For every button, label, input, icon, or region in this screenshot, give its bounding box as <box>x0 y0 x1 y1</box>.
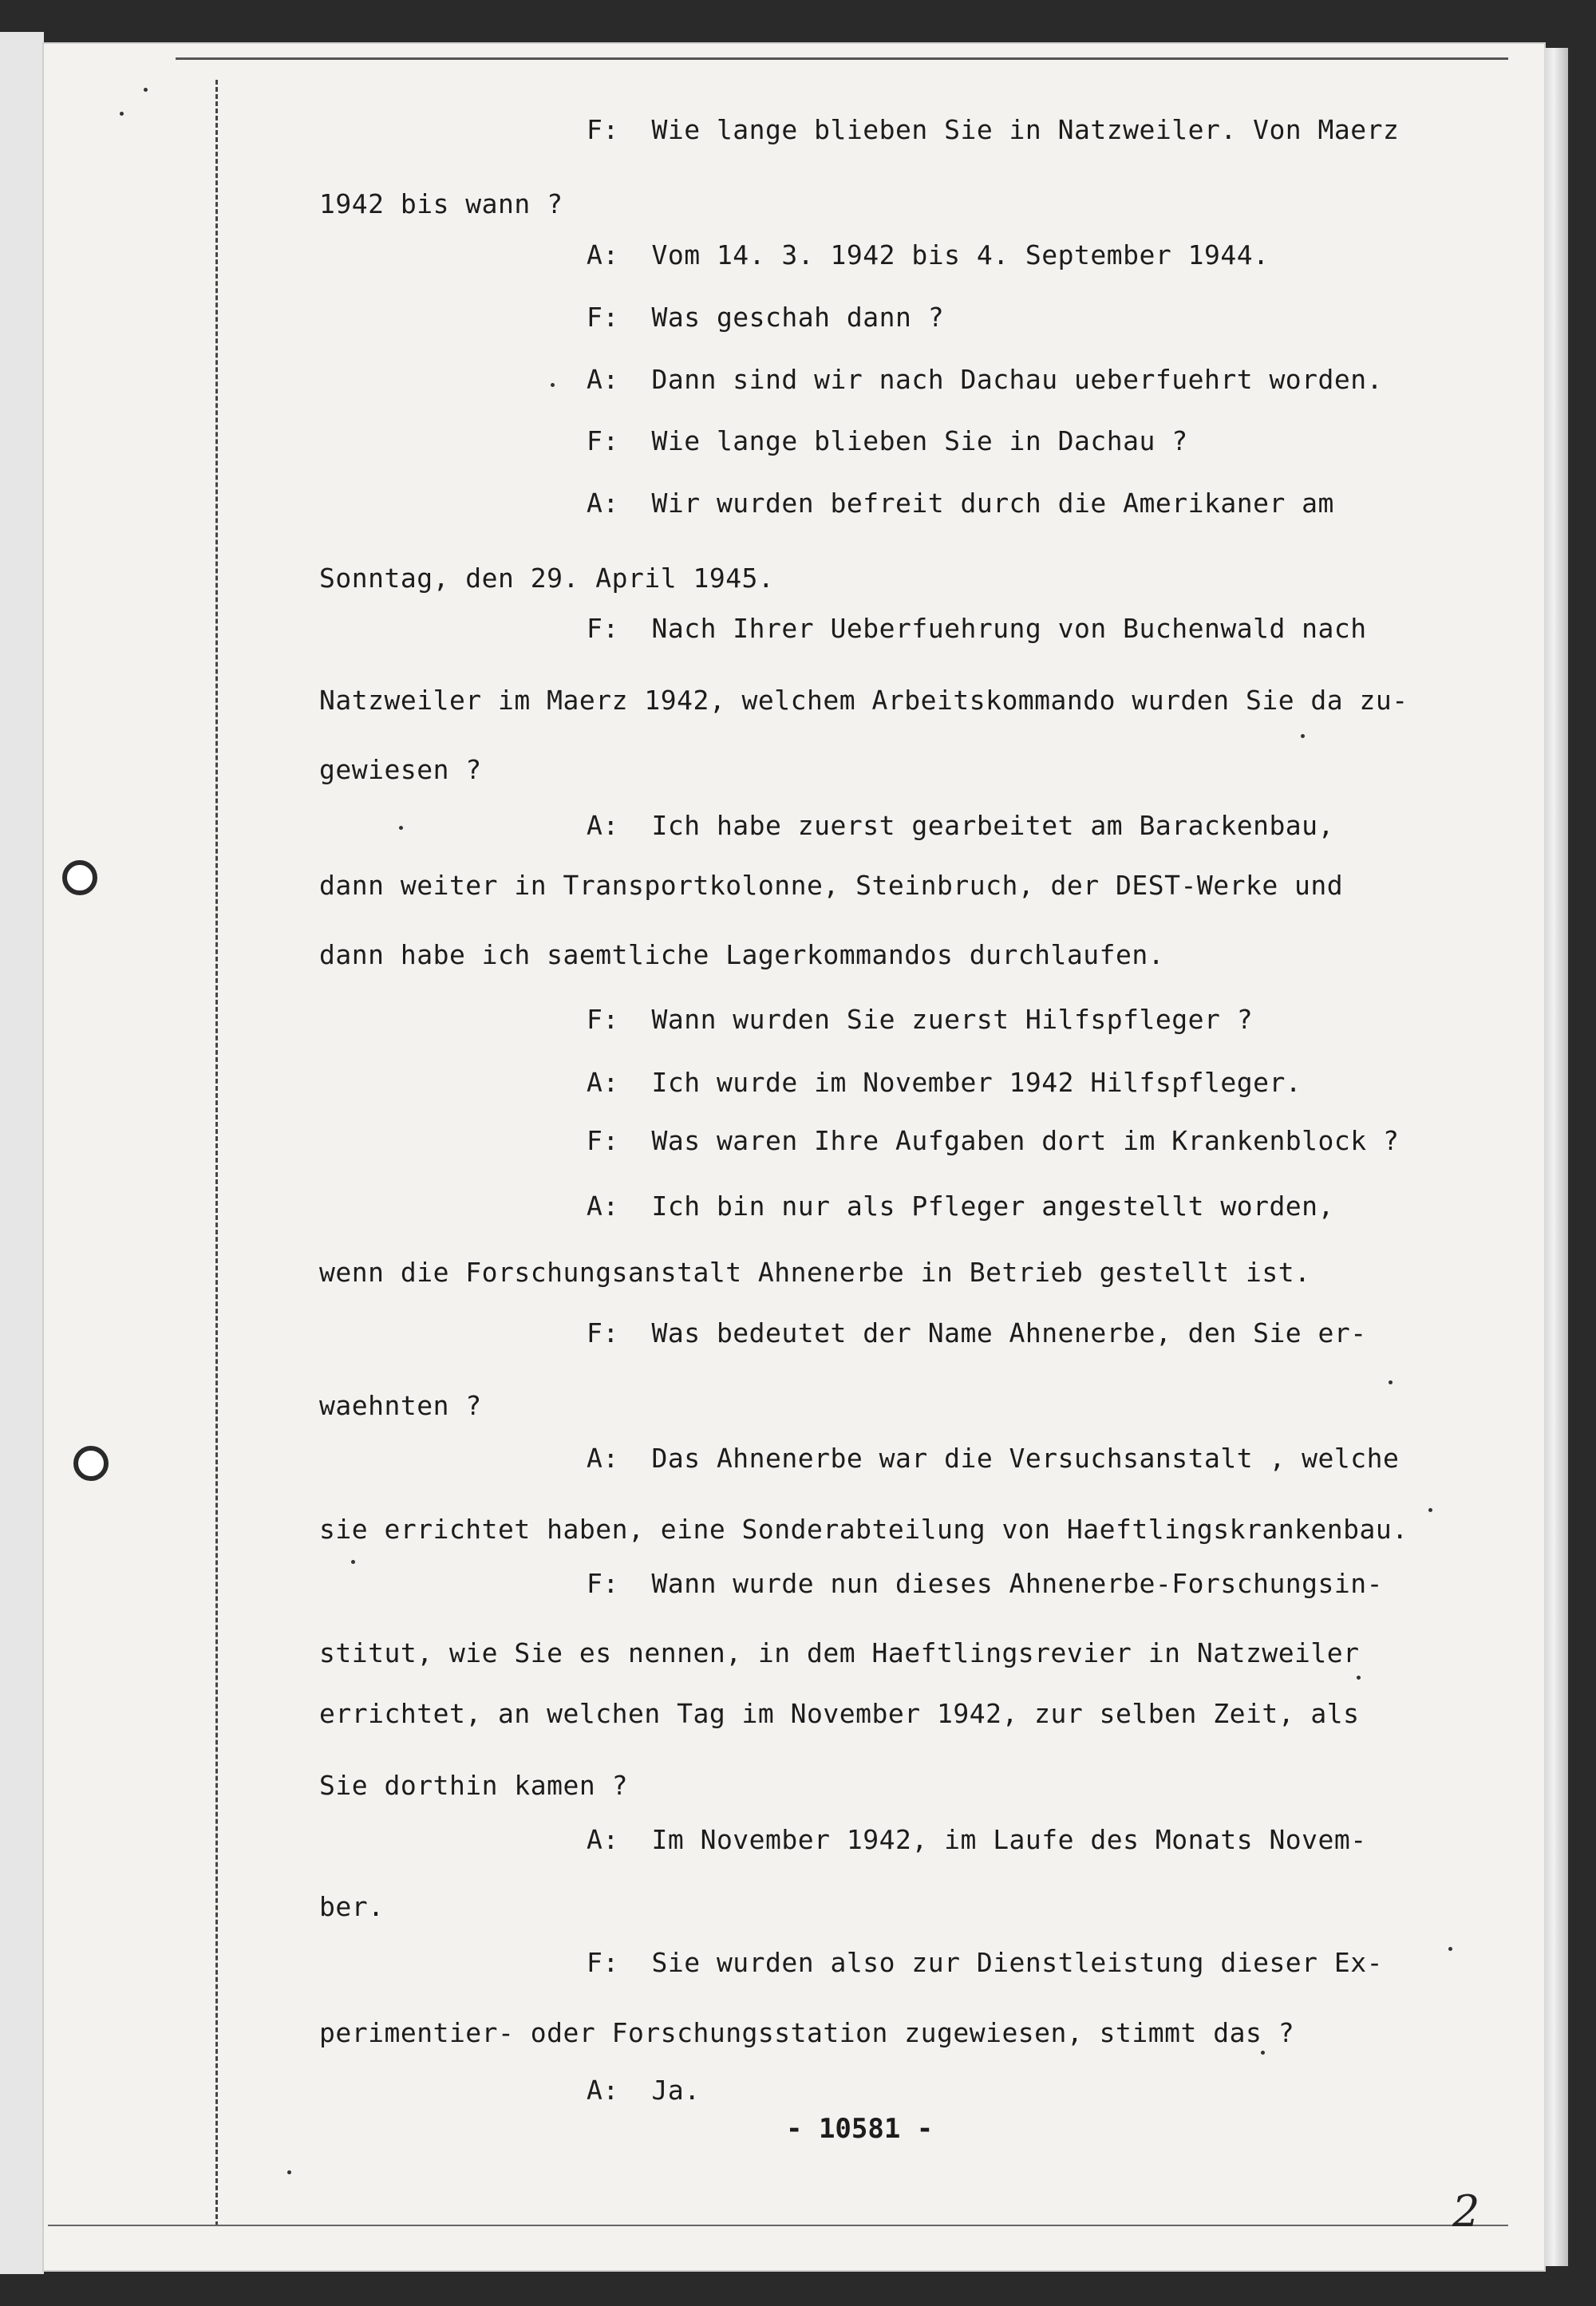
transcript-line: F: Wann wurden Sie zuerst Hilfspfleger ? <box>587 1004 1254 1035</box>
scan-speck <box>1428 1508 1432 1512</box>
page-number: - 10581 - <box>786 2113 934 2145</box>
scan-speck <box>399 826 403 830</box>
transcript-line: waehnten ? <box>319 1390 482 1421</box>
transcript-line: F: Was geschah dann ? <box>587 302 945 333</box>
scan-speck <box>287 2170 291 2174</box>
transcript-line: F: Was bedeutet der Name Ahnenerbe, den Sie er- <box>587 1317 1367 1348</box>
left-margin-rule <box>215 80 218 2226</box>
transcript-line: 1942 bis wann ? <box>319 188 563 219</box>
transcript-line: A: Ich habe zuerst gearbeitet am Barackenbau, <box>587 810 1334 841</box>
scan-speck <box>144 88 148 92</box>
transcript-line: F: Wie lange blieben Sie in Dachau ? <box>587 425 1188 456</box>
transcript-line: dann weiter in Transportkolonne, Steinbruch, der DEST-Werke und <box>319 870 1344 901</box>
transcript-line: Natzweiler im Maerz 1942, welchem Arbeitskommando wurden Sie da zu- <box>319 685 1408 716</box>
scan-speck <box>1357 1676 1361 1680</box>
transcript-line: Sie dorthin kamen ? <box>319 1770 628 1801</box>
scan-speck <box>120 112 124 116</box>
transcript-line: gewiesen ? <box>319 754 482 785</box>
transcript-line: wenn die Forschungsanstalt Ahnenerbe in Betrieb gestellt ist. <box>319 1257 1311 1288</box>
transcript-line: A: Vom 14. 3. 1942 bis 4. September 1944. <box>587 239 1270 270</box>
page-stack-edge <box>1544 48 1568 2266</box>
transcript-line: F: Wann wurde nun dieses Ahnenerbe-Forschungsin- <box>587 1568 1384 1599</box>
binder-strip <box>0 32 44 2274</box>
transcript-line: A: Ja. <box>587 2075 701 2106</box>
transcript-line: A: Im November 1942, im Laufe des Monats Novem- <box>587 1824 1367 1855</box>
scan-speck <box>551 383 555 387</box>
transcript-line: ber. <box>319 1891 385 1922</box>
bottom-rule <box>48 2225 1508 2226</box>
scan-speck <box>1261 2051 1265 2055</box>
transcript-line: A: Ich bin nur als Pfleger angestellt worden, <box>587 1191 1334 1222</box>
transcript-line: F: Nach Ihrer Ueberfuehrung von Buchenwald nach <box>587 613 1367 644</box>
transcript-line: errichtet, an welchen Tag im November 1942, zur selben Zeit, als <box>319 1698 1360 1729</box>
scan-speck <box>1301 734 1305 738</box>
transcript-line: A: Wir wurden befreit durch die Amerikaner am <box>587 488 1334 519</box>
transcript-line: stitut, wie Sie es nennen, in dem Haeftlingsrevier in Natzweiler <box>319 1637 1360 1668</box>
handwritten-folio-number: 2 <box>1452 2186 1480 2237</box>
transcript-line: Sonntag, den 29. April 1945. <box>319 563 775 594</box>
transcript-line: F: Sie wurden also zur Dienstleistung dieser Ex- <box>587 1947 1384 1978</box>
transcript-line: F: Wie lange blieben Sie in Natzweiler. Von Maerz <box>587 114 1400 145</box>
transcript-line: A: Das Ahnenerbe war die Versuchsanstalt , welche <box>587 1443 1400 1474</box>
transcript-line: A: Ich wurde im November 1942 Hilfspfleger. <box>587 1067 1302 1098</box>
top-rule <box>176 57 1508 60</box>
scan-speck <box>351 1560 355 1564</box>
transcript-line: A: Dann sind wir nach Dachau ueberfuehrt worden. <box>587 364 1384 395</box>
transcript-line: sie errichtet haben, eine Sonderabteilung von Haeftlingskrankenbau. <box>319 1514 1408 1545</box>
transcript-line: F: Was waren Ihre Aufgaben dort im Krankenblock ? <box>587 1125 1400 1156</box>
punch-hole-icon <box>62 860 97 895</box>
transcript-line: dann habe ich saemtliche Lagerkommandos durchlaufen. <box>319 939 1165 970</box>
punch-hole-icon <box>73 1446 109 1481</box>
scan-speck <box>1448 1947 1452 1951</box>
transcript-line: perimentier- oder Forschungsstation zugewiesen, stimmt das ? <box>319 2017 1295 2048</box>
scan-speck <box>1389 1380 1393 1384</box>
